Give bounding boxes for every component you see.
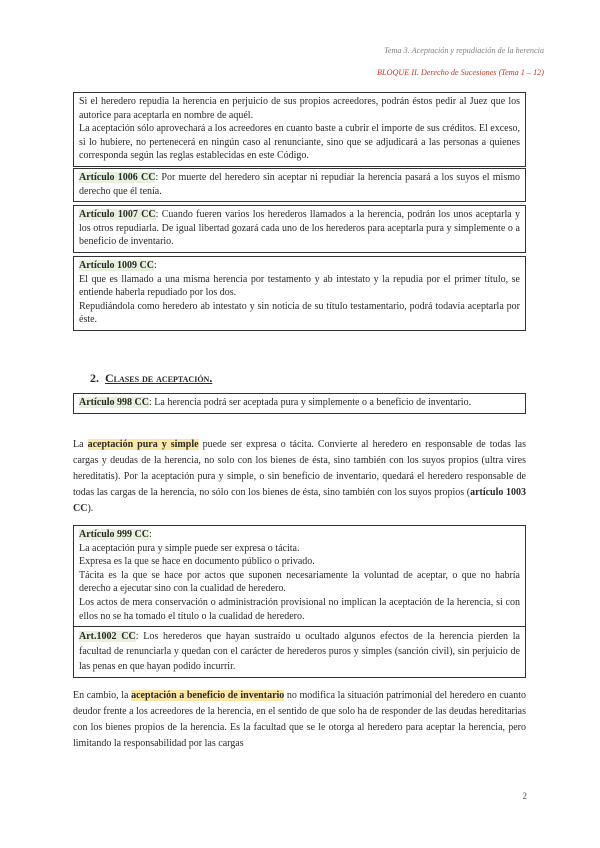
box-paragraph: Repudiándola como heredero ab intestato y sin noticia de su título testamentario, podrá todavía aceptarla por éste.: [79, 300, 520, 326]
body-paragraph-pura-simple: [73, 437, 526, 517]
running-header-topic: Tema 3. Aceptación y repudiación de la herencia: [384, 46, 544, 55]
box-paragraph: Expresa es la que se hace en documento público o privado.: [79, 556, 315, 568]
article-text: : La herencia podrá ser aceptada pura y simplemente o a beneficio de inventario.: [149, 397, 472, 408]
article-label: Artículo 1006 CC: [79, 172, 156, 183]
box-paragraph: [79, 259, 520, 273]
box-paragraph: Si el heredero repudia la herencia en perjuicio de sus propios acreedores, podrán éstos pedir al Juez que los autorice para aceptarla en nombre de aquél.: [79, 96, 520, 121]
article-label: Artículo 1007 CC: [79, 209, 156, 220]
quote-box-article-1007: [73, 205, 526, 253]
quote-box-article-1009: [73, 256, 526, 331]
text-run: ).: [87, 503, 94, 514]
article-colon: :: [149, 529, 152, 540]
box-paragraph: [79, 171, 520, 198]
article-text: : Los herederos que hayan sustraído u ocultado algunos efectos de la herencia pierden la facultad de renunciarla y quedan con el carácter de herederos puros y simples (sanción civil), sin perjuicio de las penas en que hayan podido incurrir.: [79, 631, 520, 672]
box-paragraph: [79, 629, 520, 674]
article-label: Artículo 999 CC: [79, 529, 149, 540]
text-run: no modifica la situación patrimonial del heredero en cuanto deudor frente a los acreedores de la herencia, en el sentido de que solo ha de responder de las deudas hereditarias con los bienes propios de la herencia. Es la facultad que se le otorga al heredero para aceptar la herencia, pero limitando la responsabilidad por las cargas: [73, 690, 527, 749]
box-paragraph: Los actos de mera conservación o administración provisional no implican la aceptación de la herencia, si con ellos no se ha tomado el título o la cualidad de heredero.: [79, 596, 520, 622]
box-paragraph: La aceptación pura y simple puede ser expresa o tácita.: [79, 542, 300, 554]
article-text: : Cuando fueren varios los herederos llamados a la herencia, podrán los unos aceptarla y los otros repudiarla. De igual libertad gozará cada uno de los herederos para aceptarla pura y simplemente o a beneficio de inventario.: [79, 209, 520, 248]
box-paragraph: Tácita es la que se hace por actos que suponen necesariamente la voluntad de aceptar, o que no habría derecho a ejecutar sino con la cualidad de heredero.: [79, 569, 520, 595]
article-label: Artículo 998 CC: [79, 397, 149, 408]
quote-box-article-999: [73, 525, 526, 627]
quote-box-article-1001: [73, 92, 526, 167]
section-title: Clases de aceptación.: [105, 371, 213, 385]
highlighted-term: aceptación pura y simple: [87, 439, 199, 450]
text-run: puede ser expresa o tácita. Convierte al heredero en responsable de todas las cargas y deudas de la herencia, no solo con los bienes de ésta, sino también con los suyos propios (ultra vires hereditatis). Por la aceptación pura y simple, o sin beneficio de inventario, quedará el heredero responsable de todas las cargas de la herencia, no sólo con los bienes de ésta, sino también con los suyos propios (: [73, 439, 527, 498]
highlighted-term: aceptación a beneficio de inventario: [131, 690, 285, 701]
section-heading: [90, 371, 212, 386]
box-paragraph: [79, 528, 520, 542]
text-run: La: [73, 439, 88, 450]
page-number: 2: [522, 791, 527, 801]
box-paragraph: El que es llamado a una misma herencia por testamento y ab intestato y la repudia por el primer título, se entiende haberla repudiado por los dos.: [79, 273, 520, 299]
box-paragraph: La aceptación sólo aprovechará a los acreedores en cuanto baste a cubrir el importe de sus créditos. El exceso, si lo hubiere, no pertenecerá en ningún caso al renunciante, sino que se adjudicará a las personas a quienes corresponda según las reglas establecidas en este Código.: [79, 123, 520, 162]
body-paragraph-beneficio-inventario: [73, 688, 526, 752]
article-text: : Por muerte del heredero sin aceptar ni repudiar la herencia pasará a los suyos el mismo derecho que él tenía.: [79, 172, 520, 197]
quote-box-article-1002: [73, 626, 526, 678]
box-paragraph: [79, 396, 520, 410]
bold-reference: artículo 1003 CC: [73, 487, 526, 514]
quote-box-article-1006: [73, 168, 526, 202]
section-number: 2.: [90, 371, 99, 385]
running-header-block: BLOQUE II. Derecho de Sucesiones (Tema 1 – 12): [377, 68, 544, 77]
quote-box-article-998: [73, 393, 526, 414]
article-label: Art.1002 CC: [79, 631, 136, 642]
box-paragraph: [79, 208, 520, 249]
text-run: En cambio, la: [73, 690, 132, 701]
article-colon: :: [154, 260, 157, 271]
article-label: Artículo 1009 CC: [79, 260, 154, 271]
